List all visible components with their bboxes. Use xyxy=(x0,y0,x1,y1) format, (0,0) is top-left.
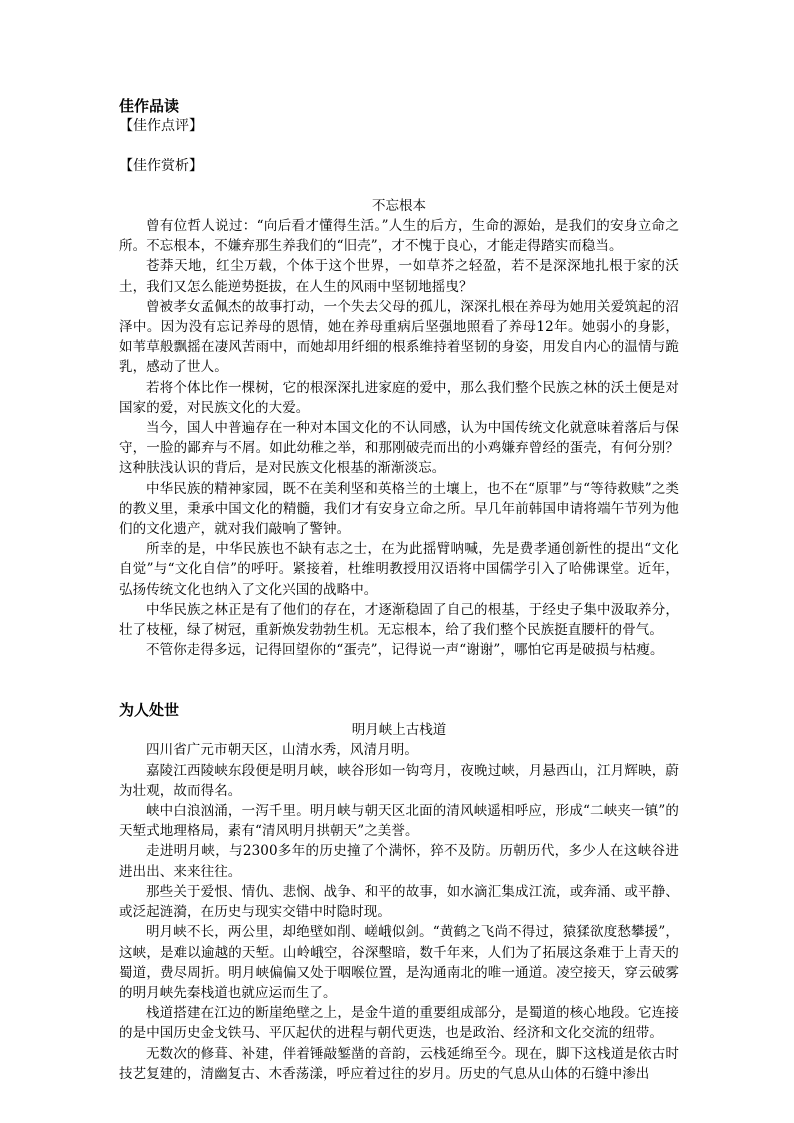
paragraph: 无数次的修葺、补建，伴着锤敲錾凿的音韵，云栈延绵至今。现在，脚下这栈道是依古时技艺复建的，清幽复古、木香荡漾，呼应着过往的岁月。历史的气息从山体的石缝中渗出 xyxy=(119,1045,679,1082)
paragraph: 曾有位哲人说过：“向后看才懂得生活。”人生的后方，生命的源始，是我们的安身立命之所。不忘根本，不嫌弃那生养我们的“旧壳”，才不愧于良心，才能走得踏实而稳当。 xyxy=(119,218,679,255)
paragraph: 中华民族之林正是有了他们的存在，才逐渐稳固了自己的根基，于经史子集中汲取养分，壮了枝桠，绿了树冠，重新焕发勃勃生机。无忘根本，给了我们整个民族挺直腰杆的骨气。 xyxy=(119,601,679,639)
paragraph: 所幸的是，中华民族也不缺有志之士，在为此摇臂呐喊，先是费孝通创新性的提出“文化自觉”与“文化自信”的呼吁。紧接着，杜维明教授用汉语将中国儒学引入了哈佛课堂。近年，弘扬传统文化也纳入了文化兴国的战略中。 xyxy=(119,541,679,598)
blank-lines xyxy=(119,660,679,700)
paragraph: 中华民族的精神家园，既不在美利坚和英格兰的土壤上，也不在“原罪”与“等待救赎”之类的教义里，秉承中国文化的精髓，我们才有安身立命之所。早几年前韩国申请将端午节列为他们的文化遗产，就对我们敲响了警钟。 xyxy=(119,480,679,538)
label-comment: 【佳作点评】 xyxy=(119,118,203,134)
paragraph: 当今，国人中普遍存在一种对本国文化的不认同感，认为中国传统文化就意味着落后与保守，一脸的鄙弃与不屑。如此幼稚之举，和那刚破壳而出的小鸡嫌弃曾经的蛋壳，有何分别？这种肤浅认识的背后，是对民族文化根基的渐渐淡忘。 xyxy=(119,420,679,477)
section-title-works: 佳作品读 xyxy=(119,97,180,115)
article-title-plank-road: 明月峡上古栈道 xyxy=(351,722,447,739)
paragraph: 不管你走得多远，记得回望你的“蛋壳”，记得说一声“谢谢”，哪怕它再是破损与枯瘦。 xyxy=(146,642,664,659)
paragraph: 四川省广元市朝天区，山清水秀，风清月明。 xyxy=(146,742,418,759)
paragraph: 走进明月峡，与2300多年的历史撞了个满怀，猝不及防。历朝历代，多少人在这峡谷进进出出、来来往往。 xyxy=(119,843,679,880)
paragraph: 栈道搭建在江边的断崖绝壁之上，是金牛道的重要组成部分，是蜀道的核心地段。它连接的是中国历史金戈铁马、平仄起伏的进程与朝代更迭，也是政治、经济和文化交流的纽带。 xyxy=(119,1005,679,1042)
document-content xyxy=(119,96,679,1084)
section-title-conduct: 为人处世 xyxy=(119,701,180,720)
label-appreciation: 【佳作赏析】 xyxy=(119,158,203,174)
article-title-root: 不忘根本 xyxy=(372,198,426,214)
blank-line xyxy=(119,136,679,156)
paragraph: 嘉陵江西陵峡东段便是明月峡，峡谷形如一钩弯月，夜晚过峡，月悬西山，江月辉映，蔚为壮观，故而得名。 xyxy=(119,762,679,799)
paragraph: 曾被孝女孟佩杰的故事打动，一个失去父母的孤儿，深深扎根在养母为她用关爱筑起的沼泽中。因为没有忘记养母的恩情，她在养母重病后坚强地照看了养母12年。她弱小的身影，如苇草般飘摇在凄风苦雨中，而她却用纤细的根系维持着坚韧的身姿，用发自内心的温情与跪乳，感动了世人。 xyxy=(119,298,679,376)
paragraph: 苍莽天地，红尘万载，个体于这个世界，一如草芥之轻盈，若不是深深地扎根于家的沃土，我们又怎么能逆势挺拔，在人生的风雨中坚韧地摇曳？ xyxy=(119,258,679,295)
paragraph: 峡中白浪汹涌，一泻千里。明月峡与朝天区北面的清风峡遥相呼应，形成“二峡夹一镇”的天堑式地理格局，素有“清风明月拱朝天”之美誉。 xyxy=(119,803,679,840)
blank-line xyxy=(119,176,679,196)
paragraph: 若将个体比作一棵树，它的根深深扎进家庭的爱中，那么我们整个民族之林的沃土便是对国家的爱，对民族文化的大爱。 xyxy=(119,379,679,416)
paragraph: 明月峡不长，两公里，却绝壁如削、嵯峨似剑。“黄鹤之飞尚不得过，猿猱欲度愁攀援”，这峡，是难以逾越的天堑。山岭峨空，谷深墼暗，数千年来，人们为了拓展这条难于上青天的蜀道，费尽周折。明月峡偏偏又处于咽喉位置，是沟通南北的唯一通道。凌空接天，穿云破雾的明月峡先秦栈道也就应运而生了。 xyxy=(119,924,679,1001)
paragraph: 那些关于爱恨、情仇、悲悯、战争、和平的故事，如水滴汇集成江流，或奔涌、或平静、或泛起涟漪，在历史与现实交错中时隐时现。 xyxy=(119,883,679,921)
